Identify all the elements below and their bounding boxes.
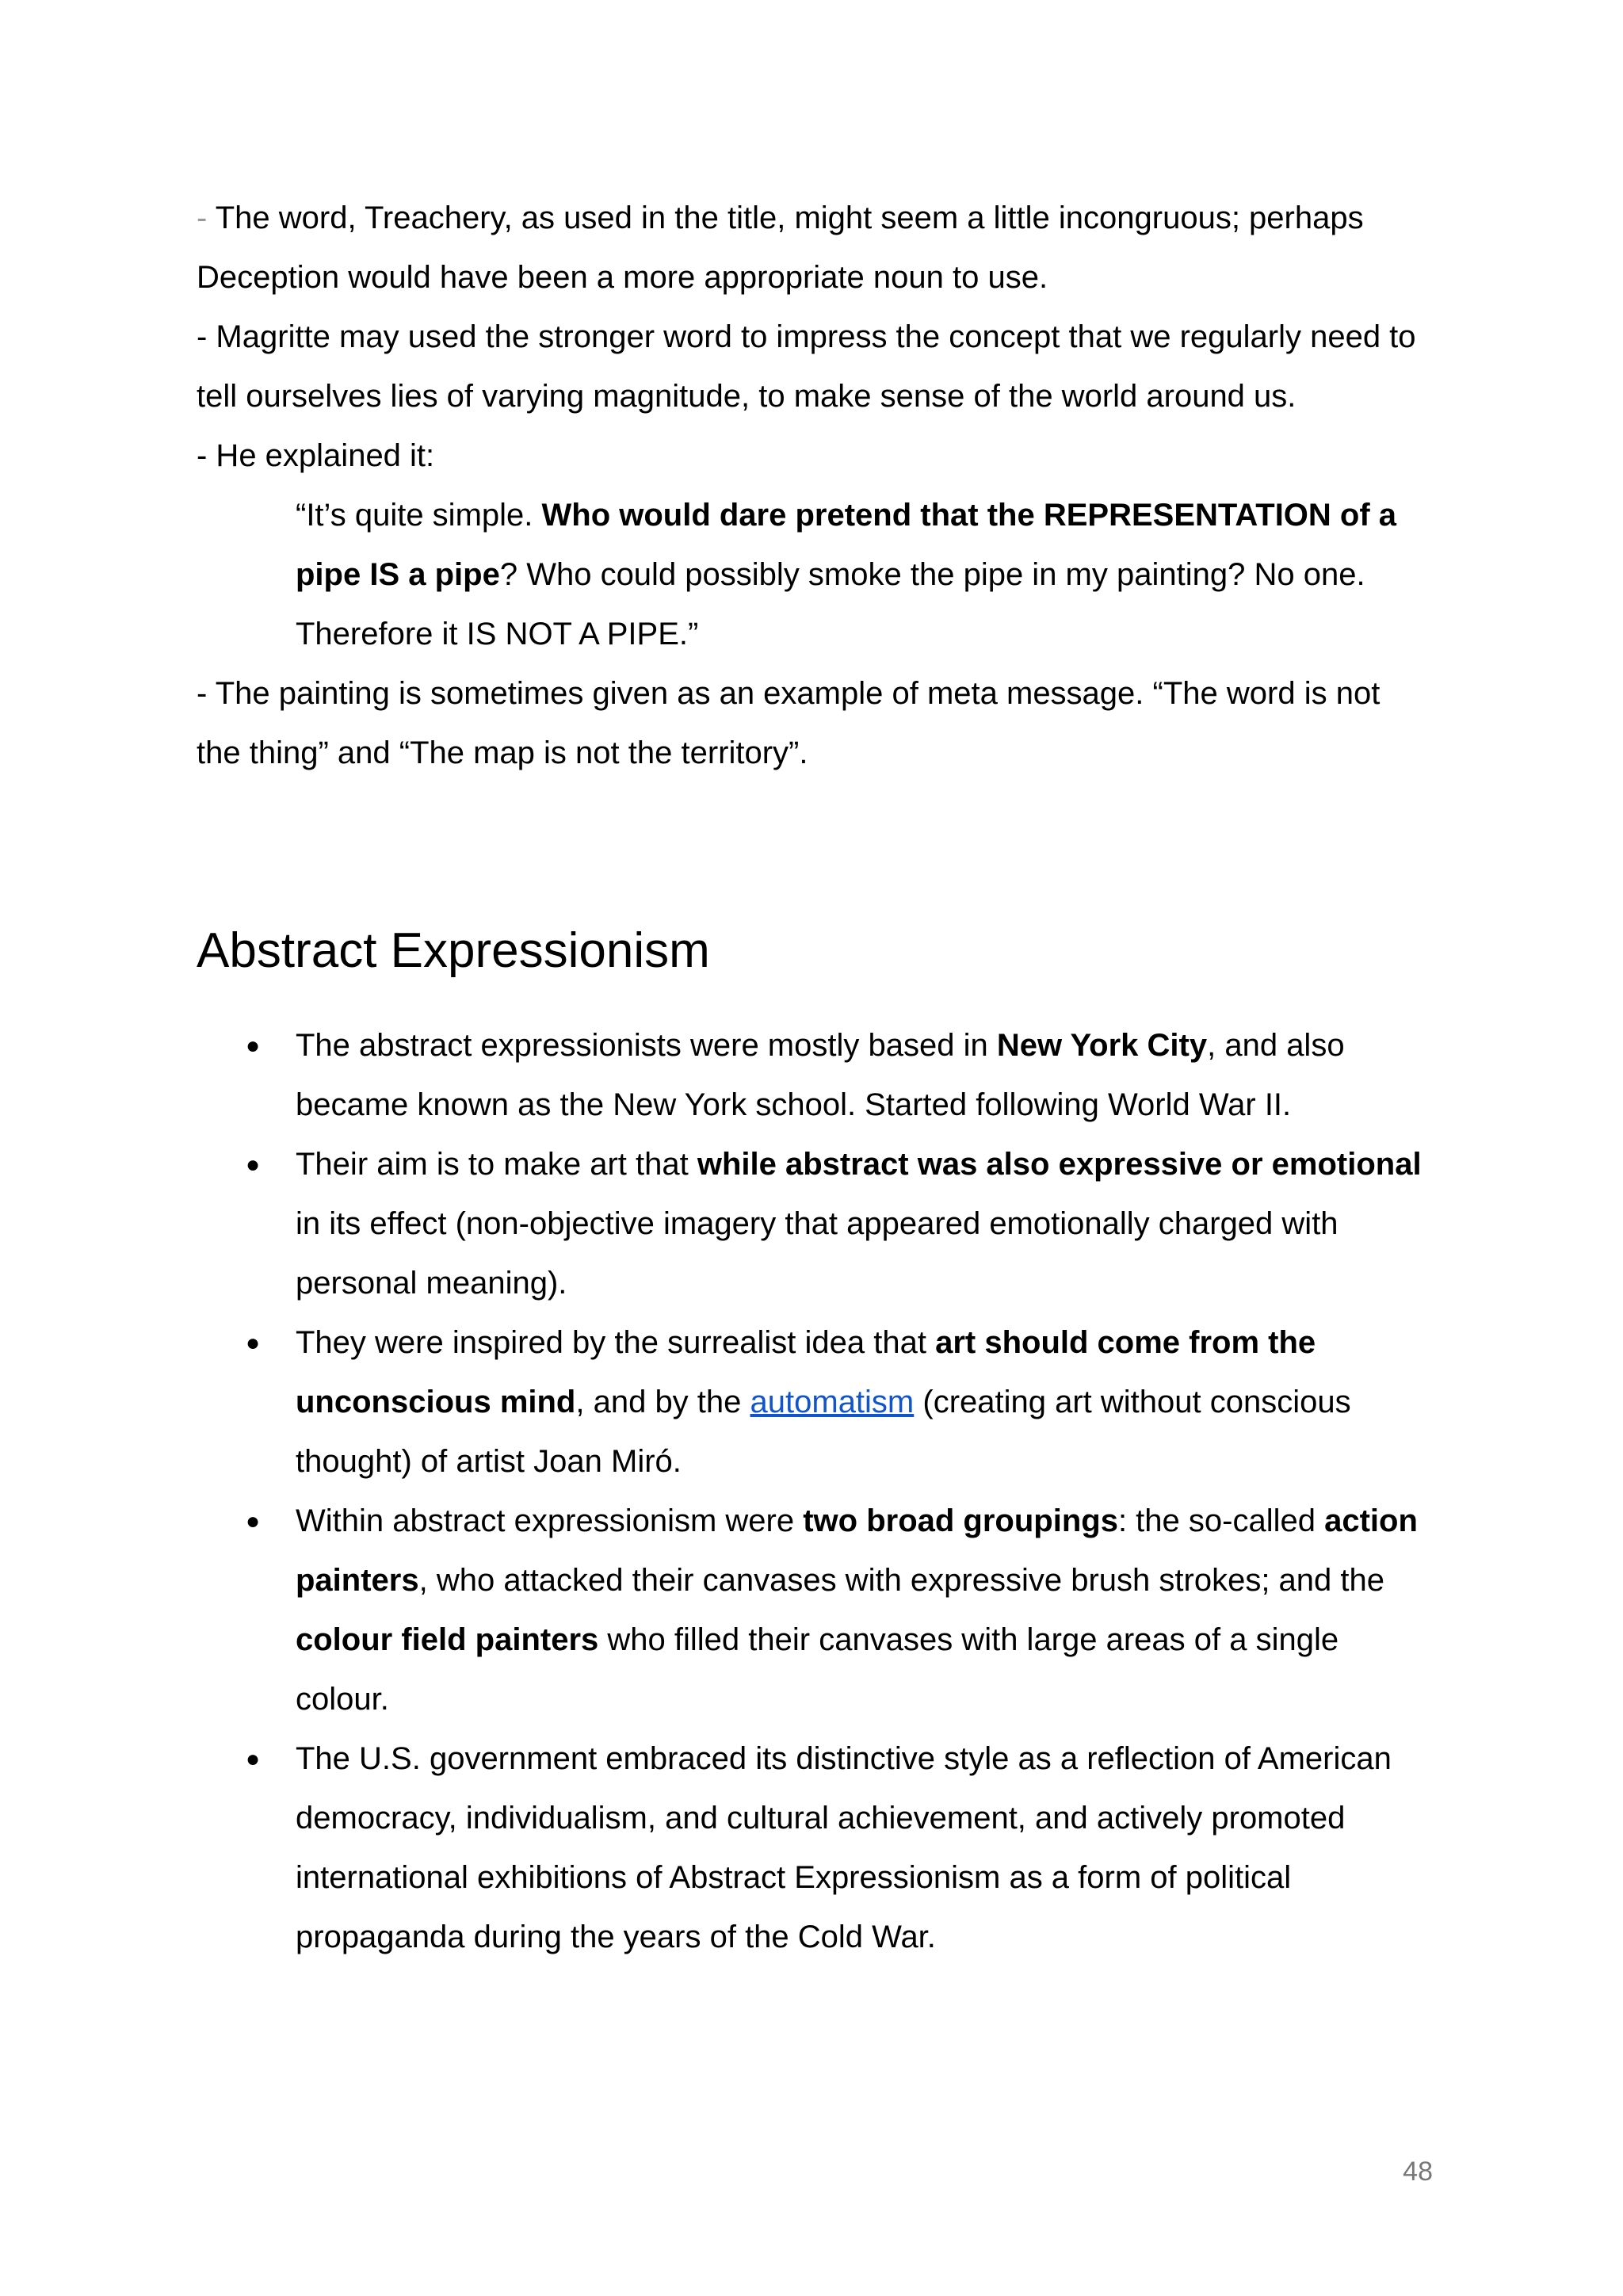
bullet-text: The abstract expressionists were mostly based in	[296, 1028, 997, 1063]
bullet-icon: ●	[246, 1152, 261, 1178]
paragraph-meta-message: - The painting is sometimes given as an example of meta message. “The word is not the thing” and “The map is not the territory”.	[197, 676, 1381, 770]
bullet-text: , and by the	[575, 1385, 750, 1419]
automatism-link[interactable]: automatism	[750, 1385, 915, 1419]
paragraph-treachery-text: The word, Treachery, as used in the title, might seem a little incongruous; perhaps Deception would have been a more appropriate noun to use.	[197, 201, 1364, 295]
bullet-item-groupings	[197, 1492, 1433, 1729]
bullet-item-new-york	[197, 1016, 1433, 1135]
paragraph-explained: - He explained it:	[197, 438, 435, 473]
quote-bold: Who would dare pretend that the REPRESENTATION of a pipe IS a pipe	[296, 498, 1397, 592]
quote-intro: “It’s quite simple.	[296, 498, 542, 533]
bullet-icon: ●	[246, 1508, 261, 1534]
bullet-icon: ●	[246, 1330, 261, 1356]
bullet-text: , who attacked their canvases with expressive brush strokes; and the	[418, 1563, 1385, 1598]
bullet-bold: New York City	[996, 1028, 1208, 1063]
bullet-bold: colour field painters	[296, 1622, 599, 1657]
page-number: 48	[1403, 2157, 1433, 2187]
bullet-text: , and also became known as the New York school. Started following World War II.	[296, 1028, 1345, 1122]
bullet-item-aim	[197, 1135, 1433, 1313]
bullet-text: Within abstract expressionism were	[296, 1503, 804, 1538]
bullet-text: who filled their canvases with large areas of a single colour.	[296, 1622, 1339, 1717]
bullet-icon: ●	[246, 1033, 261, 1059]
bullet-text: They were inspired by the surrealist idea that	[296, 1325, 936, 1360]
bullet-text: Their aim is to make art that	[296, 1147, 697, 1182]
bullet-text: (creating art without conscious thought) of artist Joan Miró.	[296, 1385, 1351, 1479]
section-heading: Abstract Expressionism	[197, 923, 710, 978]
bullet-text: The U.S. government embraced its distinctive style as a reflection of American democracy, individualism, and cultural achievement, and actively promoted international exhibitions of Abstract Expressionism as a form of political propaganda during the years of the Cold War.	[296, 1741, 1392, 1954]
bullet-icon: ●	[246, 1746, 261, 1772]
paragraph-treachery	[197, 189, 1433, 308]
bullet-item-government	[197, 1729, 1433, 1967]
bullet-text: in its effect (non-objective imagery that appeared emotionally charged with personal meaning).	[296, 1206, 1338, 1301]
bullet-bold: two broad groupings	[803, 1503, 1118, 1538]
bullet-bold: while abstract was also expressive or emotional	[697, 1147, 1422, 1182]
paragraph-magritte: - Magritte may used the stronger word to impress the concept that we regularly need to tell ourselves lies of varying magnitude, to make sense of the world around us.	[197, 319, 1416, 414]
bullet-bold: action painters	[296, 1503, 1418, 1598]
bullet-bold: art should come from the unconscious mind	[296, 1325, 1316, 1419]
quote-rest: ? Who could possibly smoke the pipe in my painting? No one. Therefore it IS NOT A PIPE.”	[296, 557, 1365, 651]
bullet-item-surrealist	[197, 1313, 1433, 1492]
grey-dash: -	[197, 201, 208, 235]
bullet-text: : the so-called	[1117, 1503, 1325, 1538]
page-content	[197, 189, 1433, 1967]
magritte-quote	[197, 486, 1433, 664]
bullet-list	[197, 1016, 1433, 1967]
